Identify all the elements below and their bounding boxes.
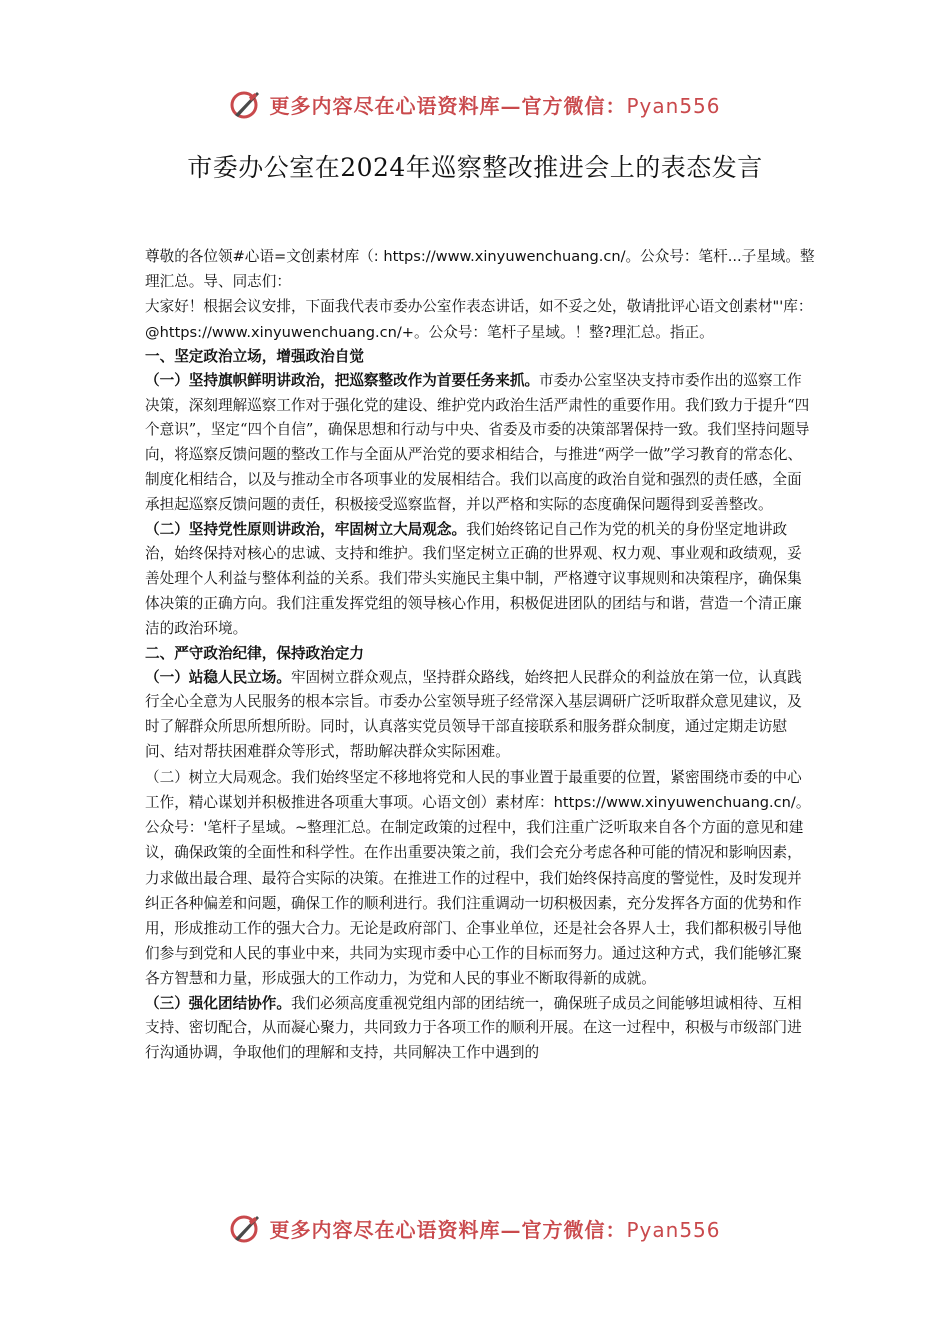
page-title: 市委办公室在2024年巡察整改推进会上的表态发言 [187, 153, 763, 182]
header-banner [0, 84, 950, 124]
banner-text: 更多内容尽在心语资料库—官方微信：Pyan556 [269, 93, 721, 118]
paragraph-body: 市委办公室坚决支持市委作出的巡察工作决策，深刻理解巡察工作对于强化党的建设、维护党内政治生活严肃性的重要作用。我们致力于提升“四个意识”，坚定“四个自信”，确保思想和行动与中央、省委及市委的决策部署保持一致。我们坚持问题导向，将巡察反馈问题的整改工作与全面从严治党的要求相结合，与推进“两学一做”学习教育的常态化、制度化相结合，以及与推动全市各项事业的发展相结合。我们以高度的政治自觉和强烈的责任感，全面承担起巡察反馈问题的责任，积极接受巡察监督，并以严格和实际的态度确保问题得到妥善整改。 [145, 371, 810, 513]
section-2-1-paragraph [145, 666, 815, 765]
banner-text: 更多内容尽在心语资料库—官方微信：Pyan556 [269, 1217, 721, 1242]
section-heading-1: 一、坚定政治立场，增强政治自觉 [145, 347, 364, 365]
greeting-paragraph: 尊敬的各位领#心语=文创素材库（: https://www.xinyuwenchuang.cn/。公众号：笔杆...子星域。整理汇总。导、同志们： [145, 248, 815, 291]
footer-banner [0, 1208, 950, 1248]
paragraph-lead: （一）站稳人民立场。 [145, 668, 291, 686]
document-body [145, 244, 815, 1066]
section-2-3-paragraph [145, 992, 815, 1066]
section-1-2-paragraph [145, 518, 815, 642]
paragraph-lead: （三）强化团结协作。 [145, 994, 291, 1012]
paragraph-body: 我们始终铭记自己作为党的机关的身份坚定地讲政治，始终保持对核心的忠诚、支持和维护。我们坚定树立正确的世界观、权力观、事业观和政绩观，妥善处理个人利益与整体利益的关系。我们带头实施民主集中制，严格遵守议事规则和决策程序，确保集体决策的正确方向。我们注重发挥党组的领导核心作用，积极促进团队的团结与和谐，营造一个清正廉洁的政治环境。 [145, 520, 802, 637]
section-2-2-paragraph: （二）树立大局观念。我们始终坚定不移地将党和人民的事业置于最重要的位置，紧密围绕市委的中心工作，精心谋划并积极推进各项重大事项。心语文创）素材库：https://www.xinyuwenchuang.cn/。公众号：'笔杆子星域。~整理汇总。在制定政策的过程中，我们注重广泛听取来自各个方面的意见和建议，确保政策的全面性和科学性。在作出重要决策之前，我们会充分考虑各种可能的情况和影响因素，力求做出最合理、最符合实际的决策。在推进工作的过程中，我们始终保持高度的警觉性，及时发现并纠正各种偏差和问题，确保工作的顺利进行。我们注重调动一切积极因素，充分发挥各方面的优势和作用，形成推动工作的强大合力。无论是政府部门、企事业单位，还是社会各界人士，我们都积极引导他们参与到党和人民的事业中来，共同为实现市委中心工作的目标而努力。通过这种方式，我们能够汇聚各方智慧和力量，形成强大的工作动力，为党和人民的事业不断取得新的成就。 [145, 768, 811, 988]
banner-wechat-id: Pyan556 [626, 93, 721, 118]
banner-wechat-id: Pyan556 [626, 1217, 721, 1242]
paragraph-body: 我们必须高度重视党组内部的团结统一，确保班子成员之间能够坦诚相待、互相支持、密切配合，从而凝心聚力，共同致力于各项工作的顺利开展。在这一过程中，积极与市级部门进行沟通协调，争取他们的理解和支持，共同解决工作中遇到的 [145, 994, 802, 1062]
quill-pen-logo-icon [229, 87, 263, 121]
section-heading-2: 二、严守政治纪律，保持政治定力 [145, 644, 364, 662]
paragraph-lead: （一）坚持旗帜鲜明讲政治，把巡察整改作为首要任务来抓。 [145, 371, 540, 389]
paragraph-lead: （二）坚持党性原则讲政治，牢固树立大局观念。 [145, 520, 467, 538]
intro-paragraph: 大家好！根据会议安排，下面我代表市委办公室作表态讲话，如不妥之处，敬请批评心语文创素材"'库：@https://www.xinyuwenchuang.cn/+。公众号：笔杆子星域。！整?理汇总。指正。 [145, 298, 813, 341]
paragraph-body: 牢固树立群众观点，坚持群众路线，始终把人民群众的利益放在第一位，认真践行全心全意为人民服务的根本宗旨。市委办公室领导班子经常深入基层调研广泛听取群众意见建议，及时了解群众所思所想所盼。同时，认真落实党员领导干部直接联系和服务群众制度，通过定期走访慰问、结对帮扶困难群众等形式，帮助解决群众实际困难。 [145, 668, 802, 760]
quill-pen-logo-icon [229, 1211, 263, 1245]
section-1-1-paragraph [145, 369, 815, 518]
